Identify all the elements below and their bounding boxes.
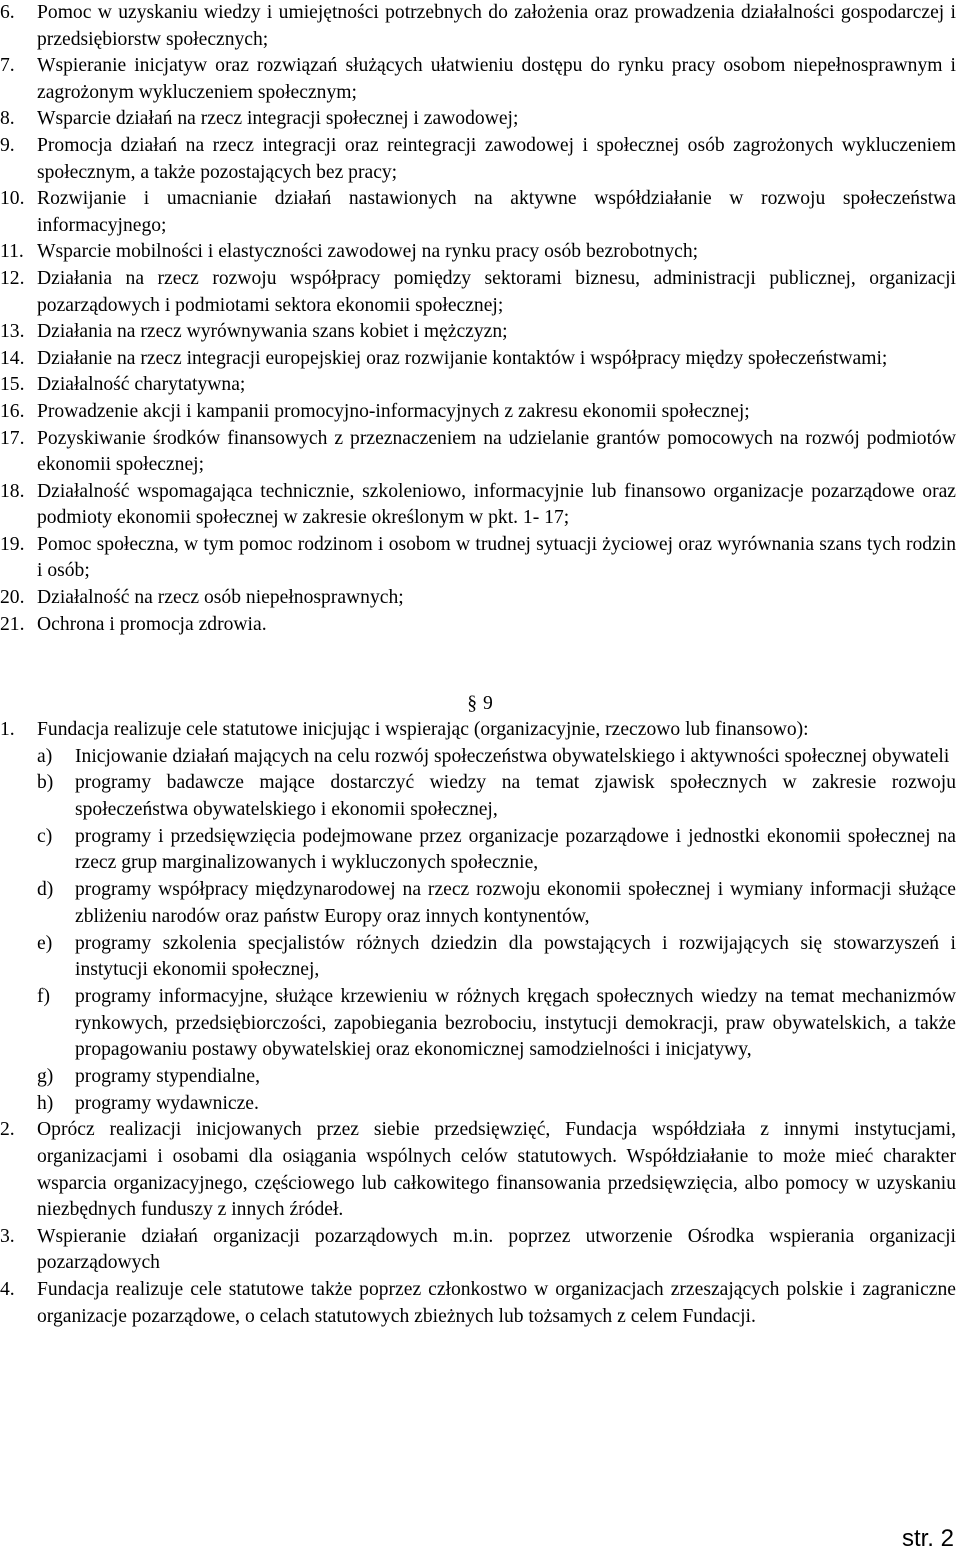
list-item: 6. Pomoc w uzyskaniu wiedzy i umiejętności potrzebnych do założenia oraz prowadzenia działalności gospodarczej i przedsiębiorstw społecznych; — [0, 2, 956, 50]
list-item: 15. Działalność charytatywna; — [0, 374, 246, 396]
sub-list-item: d) programy współpracy międzynarodowej na rzecz rozwoju ekonomii społecznej i wymiany informacji służące zbliżeniu narodów oraz państw Europy oraz innych kontynentów, — [37, 879, 956, 927]
list-item: 10. Rozwijanie i umacnianie działań nastawionych na aktywne współdziałanie w rozwoju społeczeństwa informacyjnego; — [0, 188, 956, 236]
list-item: 9. Promocja działań na rzecz integracji oraz reintegracji zawodowej i społecznej osób zagrożonych wykluczeniem społecznym, a także pozostających bez pracy; — [0, 134, 956, 183]
sub-list-item: e) programy szkolenia specjalistów różnych dziedzin dla powstających i rozwijających się stowarzyszeń i instytucji ekonomii społecznej, — [37, 932, 956, 981]
list-item: 4. Fundacja realizuje cele statutowe także poprzez członkostwo w organizacjach zrzeszających polskie i zagraniczne organizacje pozarządowe, o celach statutowych zbieżnych lub tożsamych z celem Fundacji. — [0, 1279, 956, 1327]
page-number: str. 2 — [901, 1525, 954, 1552]
list-item: 7. Wspieranie inicjatyw oraz rozwiązań służących ułatwieniu dostępu do rynku pracy osobom niepełnosprawnym i zagrożonym wykluczeniem społecznym; — [0, 55, 956, 103]
list-item: 2. Oprócz realizacji inicjowanych przez siebie przedsięwzięć, Fundacja współdziała z innymi instytucjami, organizacjami i osobami dla osiągania wspólnych celów statutowych. Współdziałanie to może mieć charakter wsparcia organizacyjnego, częściowego lub całkowitego finansowania przedsięwzięcia, albo pomocy w uzyskaniu niezbędnych funduszy z innych źródeł. — [0, 1119, 956, 1221]
sub-list-item: f) programy informacyjne, służące krzewieniu w różnych kręgach społecznych wiedzy na temat mechanizmów rynkowych, przedsiębiorczości, zapobiegania bezrobociu, instytucji demokracji, praw obywatelskich, a także propagowaniu postawy obywatelskiej oraz ekonomicznej samodzielności i inicjatywy, — [37, 985, 956, 1061]
section-number: 9 — [483, 693, 493, 714]
list-item: 13. Działania na rzecz wyrównywania szans kobiet i mężczyzn; — [0, 321, 508, 343]
sub-list-item: c) programy i przedsięwzięcia podejmowane przez organizacje pozarządowe i jednostki ekonomii społecznej na rzecz grup marginalizowanych i wykluczonych społecznie, — [37, 825, 956, 874]
list-item: 17. Pozyskiwanie środków finansowych z przeznaczeniem na udzielanie grantów pomocowych na rozwój podmiotów ekonomii społecznej; — [0, 427, 956, 476]
list-item: 18. Działalność wspomagająca technicznie, szkoleniowo, informacyjnie lub finansowo organizacje pozarządowe oraz podmioty ekonomii społecznej w zakresie określonym w pkt. 1- 17; — [0, 480, 956, 529]
list-item: 3. Wspieranie działań organizacji pozarządowych m.in. poprzez utworzenie Ośrodka wspierania organizacji pozarządowych — [0, 1225, 956, 1274]
section-9-list — [0, 717, 960, 1330]
list-item: 19. Pomoc społeczna, w tym pomoc rodzinom i osobom w trudnej sytuacji życiowej oraz wyrównania szans tych rodzin i osób; — [0, 533, 956, 582]
list-item: 8. Wsparcie działań na rzecz integracji społecznej i zawodowej; — [0, 108, 519, 130]
list-item: 11. Wsparcie mobilności i elastyczności zawodowej na rynku pracy osób bezrobotnych; — [0, 241, 699, 263]
list-item: 20. Działalność na rzecz osób niepełnosprawnych; — [0, 587, 404, 609]
section-heading — [0, 690, 960, 717]
section-symbol: § — [467, 693, 477, 714]
sub-list-item: b) programy badawcze mające dostarczyć wiedzy na temat zjawisk społecznych w zakresie rozwoju społeczeństwa obywatelskiego i ekonomii społecznej, — [37, 772, 956, 820]
objectives-list — [0, 0, 960, 638]
list-item: 16. Prowadzenie akcji i kampanii promocyjno-informacyjnych z zakresu ekonomii społecznej; — [0, 400, 750, 422]
list-item: 21. Ochrona i promocja zdrowia. — [0, 613, 267, 635]
list-item: 14. Działanie na rzecz integracji europejskiej oraz rozwijanie kontaktów i współpracy między społeczeństwami; — [0, 347, 888, 369]
sub-list-item: g) programy stypendialne, — [37, 1066, 261, 1088]
list-item: 12. Działania na rzecz rozwoju współpracy pomiędzy sektorami biznesu, administracji publicznej, organizacji pozarządowych i podmiotami sektora ekonomii społecznej; — [0, 267, 956, 316]
sub-list-item: h) programy wydawnicze. — [37, 1092, 259, 1114]
list-item: 1. Fundacja realizuje cele statutowe inicjując i wspierając (organizacyjnie, rzeczowo lub finansowo): — [0, 719, 809, 740]
sub-list-item: a) Inicjowanie działań mających na celu rozwój społeczeństwa obywatelskiego i aktywności społecznej obywateli — [37, 745, 950, 767]
